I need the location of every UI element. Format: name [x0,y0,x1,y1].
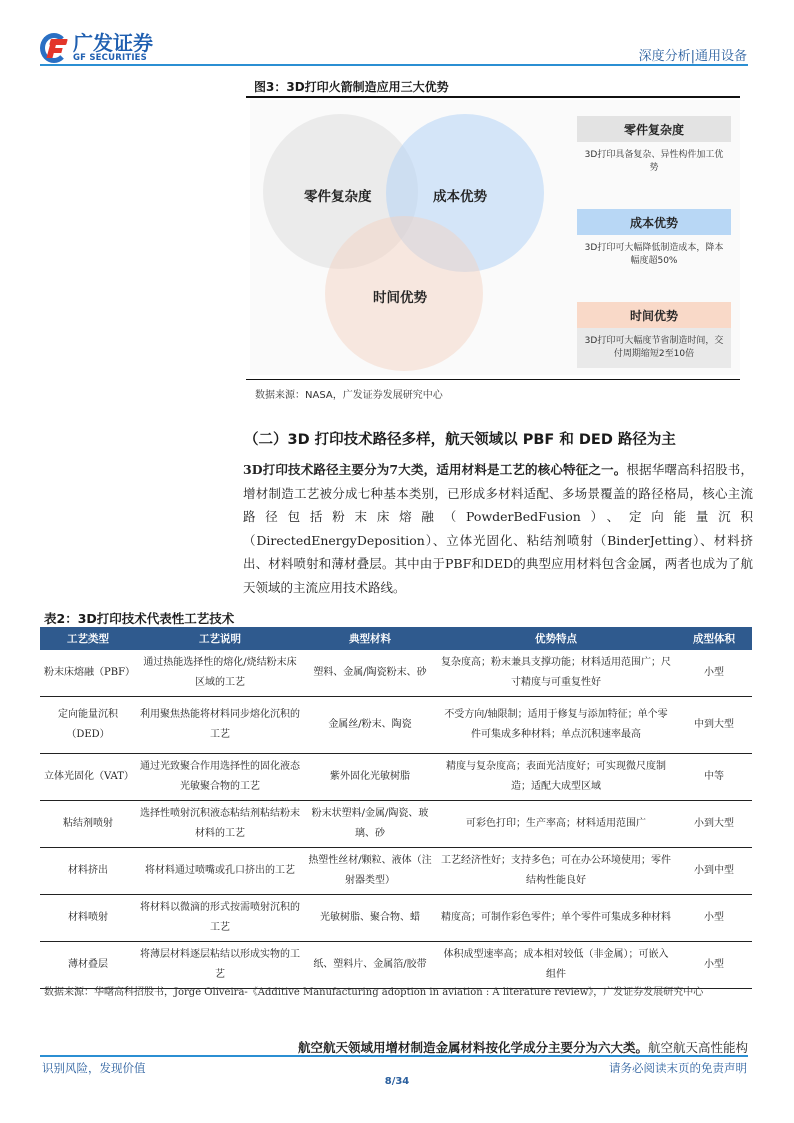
table-cell: 中到大型 [676,697,752,754]
table-cell: 光敏树脂、聚合物、蜡 [304,895,436,942]
card-title: 成本优势 [577,209,731,235]
table-cell: 金属丝/粉末、陶瓷 [304,697,436,754]
venn-label-cost: 成本优势 [433,189,487,205]
venn-label-complexity: 零件复杂度 [304,189,372,205]
table-cell: 将材料以微滴的形式按需喷射沉积的工艺 [136,895,304,942]
figure-title: 图3：3D打印火箭制造应用三大优势 [254,80,449,94]
table-cell: 粉末状塑料/金属/陶瓷、玻璃、砂 [304,801,436,848]
table-cell: 热塑性丝材/颗粒、液体（注射器类型） [304,848,436,895]
table-cell: 材料喷射 [40,895,136,942]
card-title: 零件复杂度 [577,116,731,142]
body-paragraph [243,458,753,599]
table-cell: 小到中型 [676,848,752,895]
table-cell: 体积成型速率高；成本相对较低（非金属）；可嵌入组件 [436,942,676,989]
footer-slogan: 识别风险，发现价值 [42,1061,146,1075]
column-header: 工艺说明 [136,627,304,650]
table-row [40,848,752,895]
column-header: 工艺类型 [40,627,136,650]
table-cell: 中等 [676,754,752,801]
gf-logo-mark-icon [40,33,68,63]
advantage-card-time [577,302,731,368]
table-cell: 精度高；可制作彩色零件；单个零件可集成多种材料 [436,895,676,942]
table-cell: 将薄层材料逐层粘结以形成实物的工艺 [136,942,304,989]
table-cell: 通过热能选择性的熔化/烧结粉末床区域的工艺 [136,650,304,697]
footer-disclaimer: 请务必阅读末页的免责声明 [609,1061,747,1075]
footer-divider [40,1055,748,1057]
page-number: 8/34 [384,1076,410,1087]
table-cell: 精度与复杂度高；表面光洁度好；可实现微尺度制造；适配大成型区域 [436,754,676,801]
column-header: 成型体积 [676,627,752,650]
table-cell: 小到大型 [676,801,752,848]
continuation-rest: 航空航天高性能构 [647,1040,748,1055]
venn-label-time: 时间优势 [373,290,427,306]
continuation-bold: 航空航天领域用增材制造金属材料按化学成分主要分为六大类。 [297,1040,648,1055]
table-cell: 复杂度高；粉末兼具支撑功能；材料适用范围广；尺寸精度与可重复性好 [436,650,676,697]
table-cell: 选择性喷射沉积液态粘结剂粘结粉末材料的工艺 [136,801,304,848]
advantage-card-cost [577,209,731,275]
table-cell: 薄材叠层 [40,942,136,989]
table-cell: 将材料通过喷嘴或孔口挤出的工艺 [136,848,304,895]
report-category: 深度分析|通用设备 [638,49,747,64]
table-header-row [40,627,752,650]
table-source: 数据来源：华曙高科招股书，Jorge Oliveira-《Additive Manufacturing adoption in aviation : A literature review》，广发证券发展研究中心 [44,987,704,998]
table-cell: 粉末床熔融（PBF） [40,650,136,697]
table-row [40,895,752,942]
figure-source: 数据来源：NASA，广发证券发展研究中心 [255,390,443,401]
table-cell: 不受方向/轴限制；适用于修复与添加特征；单个零件可集成多种材料；单点沉积速率最高 [436,697,676,754]
card-body: 3D打印可大幅度节省制造时间，交付周期缩短2至10倍 [577,328,731,368]
continuation-text [298,1038,748,1056]
column-header: 典型材料 [304,627,436,650]
table-cell: 立体光固化（VAT） [40,754,136,801]
logo-en-text: GF SECURITIES [73,53,148,64]
card-title: 时间优势 [577,302,731,328]
table-cell: 通过光致聚合作用选择性的固化液态光敏聚合物的工艺 [136,754,304,801]
table-cell: 材料挤出 [40,848,136,895]
advantage-card-complexity [577,116,731,182]
table-title: 表2：3D打印技术代表性工艺技术 [44,611,235,626]
table-row [40,801,752,848]
table-cell: 紫外固化光敏树脂 [304,754,436,801]
figure-top-rule [246,96,740,98]
table-cell: 定向能量沉积（DED） [40,697,136,754]
card-body: 3D打印可大幅降低制造成本，降本幅度超50% [584,243,724,266]
table-cell: 小型 [676,895,752,942]
table-row [40,650,752,697]
logo-cn-text: 广发证券 [73,31,153,56]
table-cell: 利用聚焦热能将材料同步熔化沉积的工艺 [136,697,304,754]
table-cell: 粘结剂喷射 [40,801,136,848]
table-row [40,754,752,801]
section-heading: （二）3D 打印技术路径多样，航天领域以 PBF 和 DED 路径为主 [244,432,676,448]
table-cell: 可彩色打印；生产率高；材料适用范围广 [436,801,676,848]
paragraph-text: 根据华曙高科招股书，增材制造工艺被分成七种基本类别，已形成多材料适配、多场景覆盖的路径格局，核心主流路径包括粉末床熔融（PowderBedFusion）、定向能量沉积（DirectedEnergyDeposition）、立体光固化、粘结剂喷射（BinderJetting）、材料挤出、材料喷射和薄材叠层。其中由于PBF和DED的典型应用材料包含金属，两者也成为了航天领域的主流应用技术路线。 [243,462,753,595]
table-cell: 工艺经济性好；支持多色；可在办公环境使用；零件结构性能良好 [436,848,676,895]
gf-logo [40,32,170,64]
table-cell: 纸、塑料片、金属箔/胶带 [304,942,436,989]
card-body: 3D打印具备复杂、异性构件加工优势 [584,150,724,173]
paragraph-lead: 3D打印技术路径主要分为7大类，适用材料是工艺的核心特征之一。 [243,462,627,477]
figure-bottom-rule [246,379,740,380]
table-cell: 小型 [676,650,752,697]
table-cell: 塑料、金属/陶瓷粉末、砂 [304,650,436,697]
process-table [40,627,752,989]
column-header: 优势特点 [436,627,676,650]
header-divider [40,64,748,66]
table-row [40,697,752,754]
table-cell: 小型 [676,942,752,989]
